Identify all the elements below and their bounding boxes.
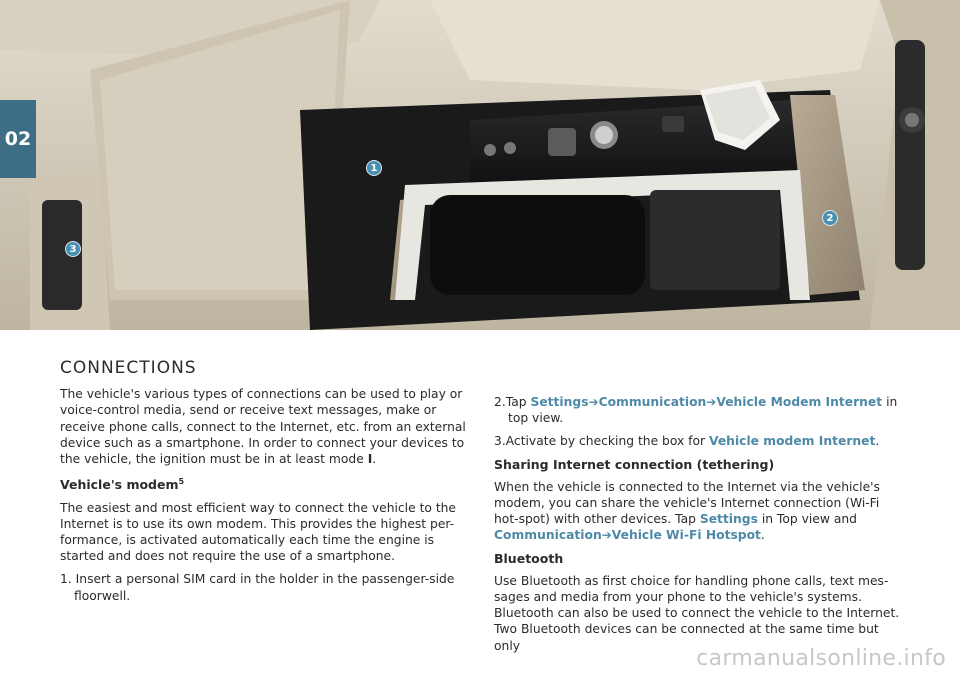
callout-2: 2 [822, 210, 838, 226]
footnote-ref[interactable]: 5 [178, 477, 185, 487]
tethering-end: . [760, 528, 765, 543]
step-text: . [875, 434, 880, 449]
step-text: Activate by checking the box for [505, 434, 709, 449]
modem-heading-text: Vehicle's modem [60, 477, 179, 493]
right-column [494, 394, 902, 661]
menu-settings: Settings [699, 512, 758, 527]
ignition-mode: I [367, 452, 373, 467]
menu-settings: Settings [530, 395, 589, 409]
step-2 [494, 394, 902, 426]
step-number: 1. [60, 572, 72, 587]
tethering-text: When the vehicle is connected to the Internet via the vehicle's modem, you can share the vehicle's Internet connection (Wi-Fi hot-spot) with other devices. Tap [494, 479, 880, 527]
step-3 [494, 433, 902, 449]
section-title: CONNECTIONS [60, 358, 197, 378]
modem-paragraph: The easiest and most efficient way to connect the vehicle to the Internet is to use its own modem. This provides the highest per-formance, is activated automatically each time the engine is started and does not require the use of a smartphone. [60, 500, 456, 564]
step-text: Tap [505, 395, 531, 409]
tethering-paragraph [494, 479, 902, 544]
console-photo [0, 0, 960, 330]
intro-end: . [372, 452, 377, 467]
callout-1: 1 [366, 160, 382, 176]
left-column [60, 360, 468, 611]
step-number: 2. [494, 395, 506, 409]
menu-vehicle-wifi-hotspot: Vehicle Wi-Fi Hotspot [611, 528, 761, 543]
menu-communication: Communication [598, 395, 707, 409]
arrow-right-icon: ➔ [588, 395, 599, 409]
menu-vehicle-modem-internet: Vehicle Modem Internet [716, 395, 883, 409]
console-illustration [0, 0, 960, 330]
arrow-right-icon: ➔ [706, 395, 717, 409]
intro-text: The vehicle's various types of connections can be used to play or voice-control media, send or receive text messages, make or receive phone calls, connect to the Internet, etc. from an external device such as a smartphone. In order to connect your devices to the vehicle, the ignition must be in at least mode [60, 387, 466, 467]
chapter-tab: 02 [0, 100, 36, 178]
arrow-right-icon: ➔ [601, 528, 612, 543]
callout-3: 3 [65, 241, 81, 257]
menu-communication: Communication [494, 528, 602, 543]
tethering-heading: Sharing Internet connection (tethering) [494, 456, 775, 472]
option-vehicle-modem-internet: Vehicle modem Internet [709, 434, 876, 449]
step-text: Insert a personal SIM card in the holder in the passenger-side floorwell. [74, 572, 455, 603]
page-content [60, 360, 910, 660]
bluetooth-heading: Bluetooth [494, 550, 564, 566]
tethering-text: in Top view and [757, 512, 857, 527]
step-number: 3. [494, 434, 506, 449]
bluetooth-paragraph: Use Bluetooth as first choice for handling phone calls, text mes-sages and media from your phone to the vehicle's systems. Bluetooth can also be used to connect the vehicle to the Internet. Two Bluetooth devices can be connected at the same time but only [494, 573, 900, 653]
intro-paragraph [60, 386, 468, 467]
watermark: carmanualsonline.info [696, 646, 946, 671]
step-text: in top view. [508, 395, 898, 426]
modem-heading [60, 474, 468, 493]
step-1 [60, 571, 468, 603]
